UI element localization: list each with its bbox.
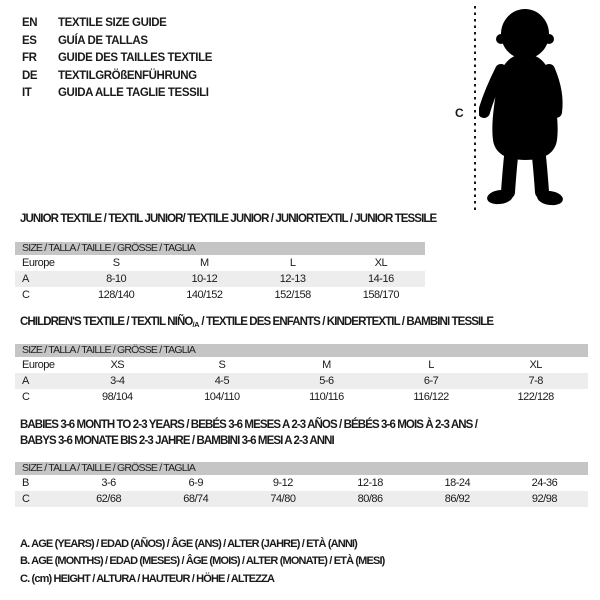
table-cell: 12-13: [279, 273, 306, 285]
row-label: A: [22, 375, 29, 387]
table-cell: 9-12: [272, 477, 293, 489]
table-row: [15, 255, 425, 271]
table-cell: 74/80: [270, 493, 296, 505]
lang-row-fr: [22, 50, 212, 68]
table-cell: 3-6: [101, 477, 116, 489]
lang-label: GUIDE DES TAILLES TEXTILE: [58, 52, 212, 64]
table-cell: XL: [529, 359, 542, 371]
childrens-table-title: [20, 316, 493, 331]
language-list: [22, 15, 212, 103]
table-cell: 12-18: [357, 477, 383, 489]
table-cell: S: [112, 257, 120, 269]
babies-table-rows: [15, 475, 588, 507]
lang-label: GUÍA DE TALLAS: [58, 34, 148, 47]
table-row: [15, 357, 588, 373]
table-cell: M: [322, 359, 331, 371]
footnote-legend: [20, 536, 385, 588]
table-row: [15, 271, 425, 287]
lang-code: DE: [22, 69, 38, 82]
table-cell: 8-10: [106, 273, 127, 285]
table-cell: 5-6: [319, 375, 334, 387]
table-cell: L: [289, 257, 296, 269]
size-header-bar: SIZE / TALLA / TAILLE / GRÖSSE / TAGLIA: [15, 242, 425, 255]
table-cell: L: [428, 359, 434, 371]
table-cell: 116/122: [413, 391, 449, 403]
row-label: A: [22, 273, 29, 285]
table-cell: 10-12: [191, 273, 218, 285]
table-row: [15, 491, 588, 507]
height-measure-dotted-line: [474, 6, 476, 212]
title-text: BABYS 3-6 MONATE BIS 2-3 JAHRE / BAMBINI 3-6 MESI A 2-3 ANNI: [20, 434, 334, 447]
table-row: [15, 475, 588, 491]
row-label: C: [22, 289, 30, 301]
table-cell: 80/86: [357, 493, 383, 505]
lang-label: TEXTILE SIZE GUIDE: [58, 17, 167, 29]
title-text: BABIES 3-6 MONTH TO 2-3 YEARS / BEBÉS 3-6 MESES A 2-3 AÑOS / BÉBÉS 3-6 MOIS À 2-3 ANS /: [20, 419, 478, 431]
table-cell: 86/92: [444, 493, 470, 505]
title-text: JUNIOR TEXTILE / TEXTIL JUNIOR/ TEXTILE JUNIOR / JUNIORTEXTIL / JUNIOR TESSILE: [20, 213, 437, 225]
babies-table-title-line1: [20, 419, 477, 432]
table-row: [15, 389, 588, 405]
table-cell: 3-4: [110, 375, 125, 387]
lang-row-de: [22, 68, 212, 86]
table-cell: 68/74: [183, 493, 209, 505]
table-cell: 122/128: [517, 391, 554, 403]
footnote-b: B. AGE (MONTHS) / EDAD (MESES) / ÂGE (MOIS) / ALTER (MONATE) / ETÀ (MESI): [20, 555, 385, 568]
title-text: / TEXTILE DES ENFANTS / KINDERTEXTIL / BAMBINI TESSILE: [199, 316, 494, 328]
table-cell: 158/170: [362, 289, 399, 301]
junior-table-title: [20, 213, 436, 228]
lang-code: IT: [22, 87, 32, 99]
footnote-a: A. AGE (YEARS) / EDAD (AÑOS) / ÂGE (ANS) / ALTER (JAHRE) / ETÀ (ANNI): [20, 538, 357, 550]
table-cell: S: [218, 359, 226, 371]
title-text: CHILDREN'S TEXTILE / TEXTIL NIÑO: [20, 316, 193, 328]
lang-code: FR: [22, 52, 37, 64]
row-label: Europe: [22, 257, 55, 269]
table-cell: M: [200, 257, 209, 269]
table-cell: 98/104: [101, 391, 133, 403]
table-cell: 14-16: [368, 273, 394, 285]
table-row: [15, 373, 588, 389]
row-label: Europe: [22, 359, 55, 371]
table-cell: 140/152: [186, 289, 223, 301]
baby-silhouette-icon: [479, 8, 569, 208]
size-header-bar: SIZE / TALLA / TAILLE / GRÖSSE / TAGLIA: [15, 344, 588, 357]
lang-row-en: [22, 15, 212, 33]
childrens-table-rows: [15, 357, 588, 405]
table-cell: XL: [374, 257, 388, 269]
table-cell: XS: [110, 359, 125, 371]
table-cell: 18-24: [444, 477, 471, 489]
lang-code: EN: [22, 17, 38, 29]
size-header-bar: SIZE / TALLA / TAILLE / GRÖSSE / TAGLIA: [15, 462, 588, 475]
junior-table-rows: [15, 255, 425, 303]
row-label: C: [22, 493, 30, 505]
lang-code: ES: [22, 34, 37, 47]
row-label: B: [22, 477, 29, 489]
table-cell: 104/110: [204, 391, 240, 403]
table-cell: 128/140: [97, 289, 135, 301]
table-row: [15, 287, 425, 303]
row-label: C: [22, 391, 30, 403]
table-cell: 6-9: [188, 477, 203, 489]
height-measure-label: C: [455, 106, 464, 120]
table-cell: 152/158: [274, 289, 311, 301]
lang-label: GUIDA ALLE TAGLIE TESSILI: [58, 87, 209, 99]
table-cell: 62/68: [96, 493, 122, 505]
table-cell: 7-8: [528, 375, 543, 387]
table-cell: 6-7: [423, 375, 439, 387]
lang-row-it: [22, 85, 212, 103]
table-cell: 24-36: [531, 477, 558, 489]
babies-table-title-line2: [20, 435, 334, 448]
table-cell: 110/116: [309, 391, 344, 403]
table-cell: 4-5: [214, 375, 230, 387]
footnote-c: C. (cm) HEIGHT / ALTURA / HAUTEUR / HÖHE / ALTEZZA: [20, 572, 275, 585]
title-subscript: /A: [192, 320, 200, 329]
lang-row-es: [22, 33, 212, 51]
table-cell: 92/98: [531, 493, 557, 505]
lang-label: TEXTILGRÖßENFÜHRUNG: [58, 69, 197, 82]
